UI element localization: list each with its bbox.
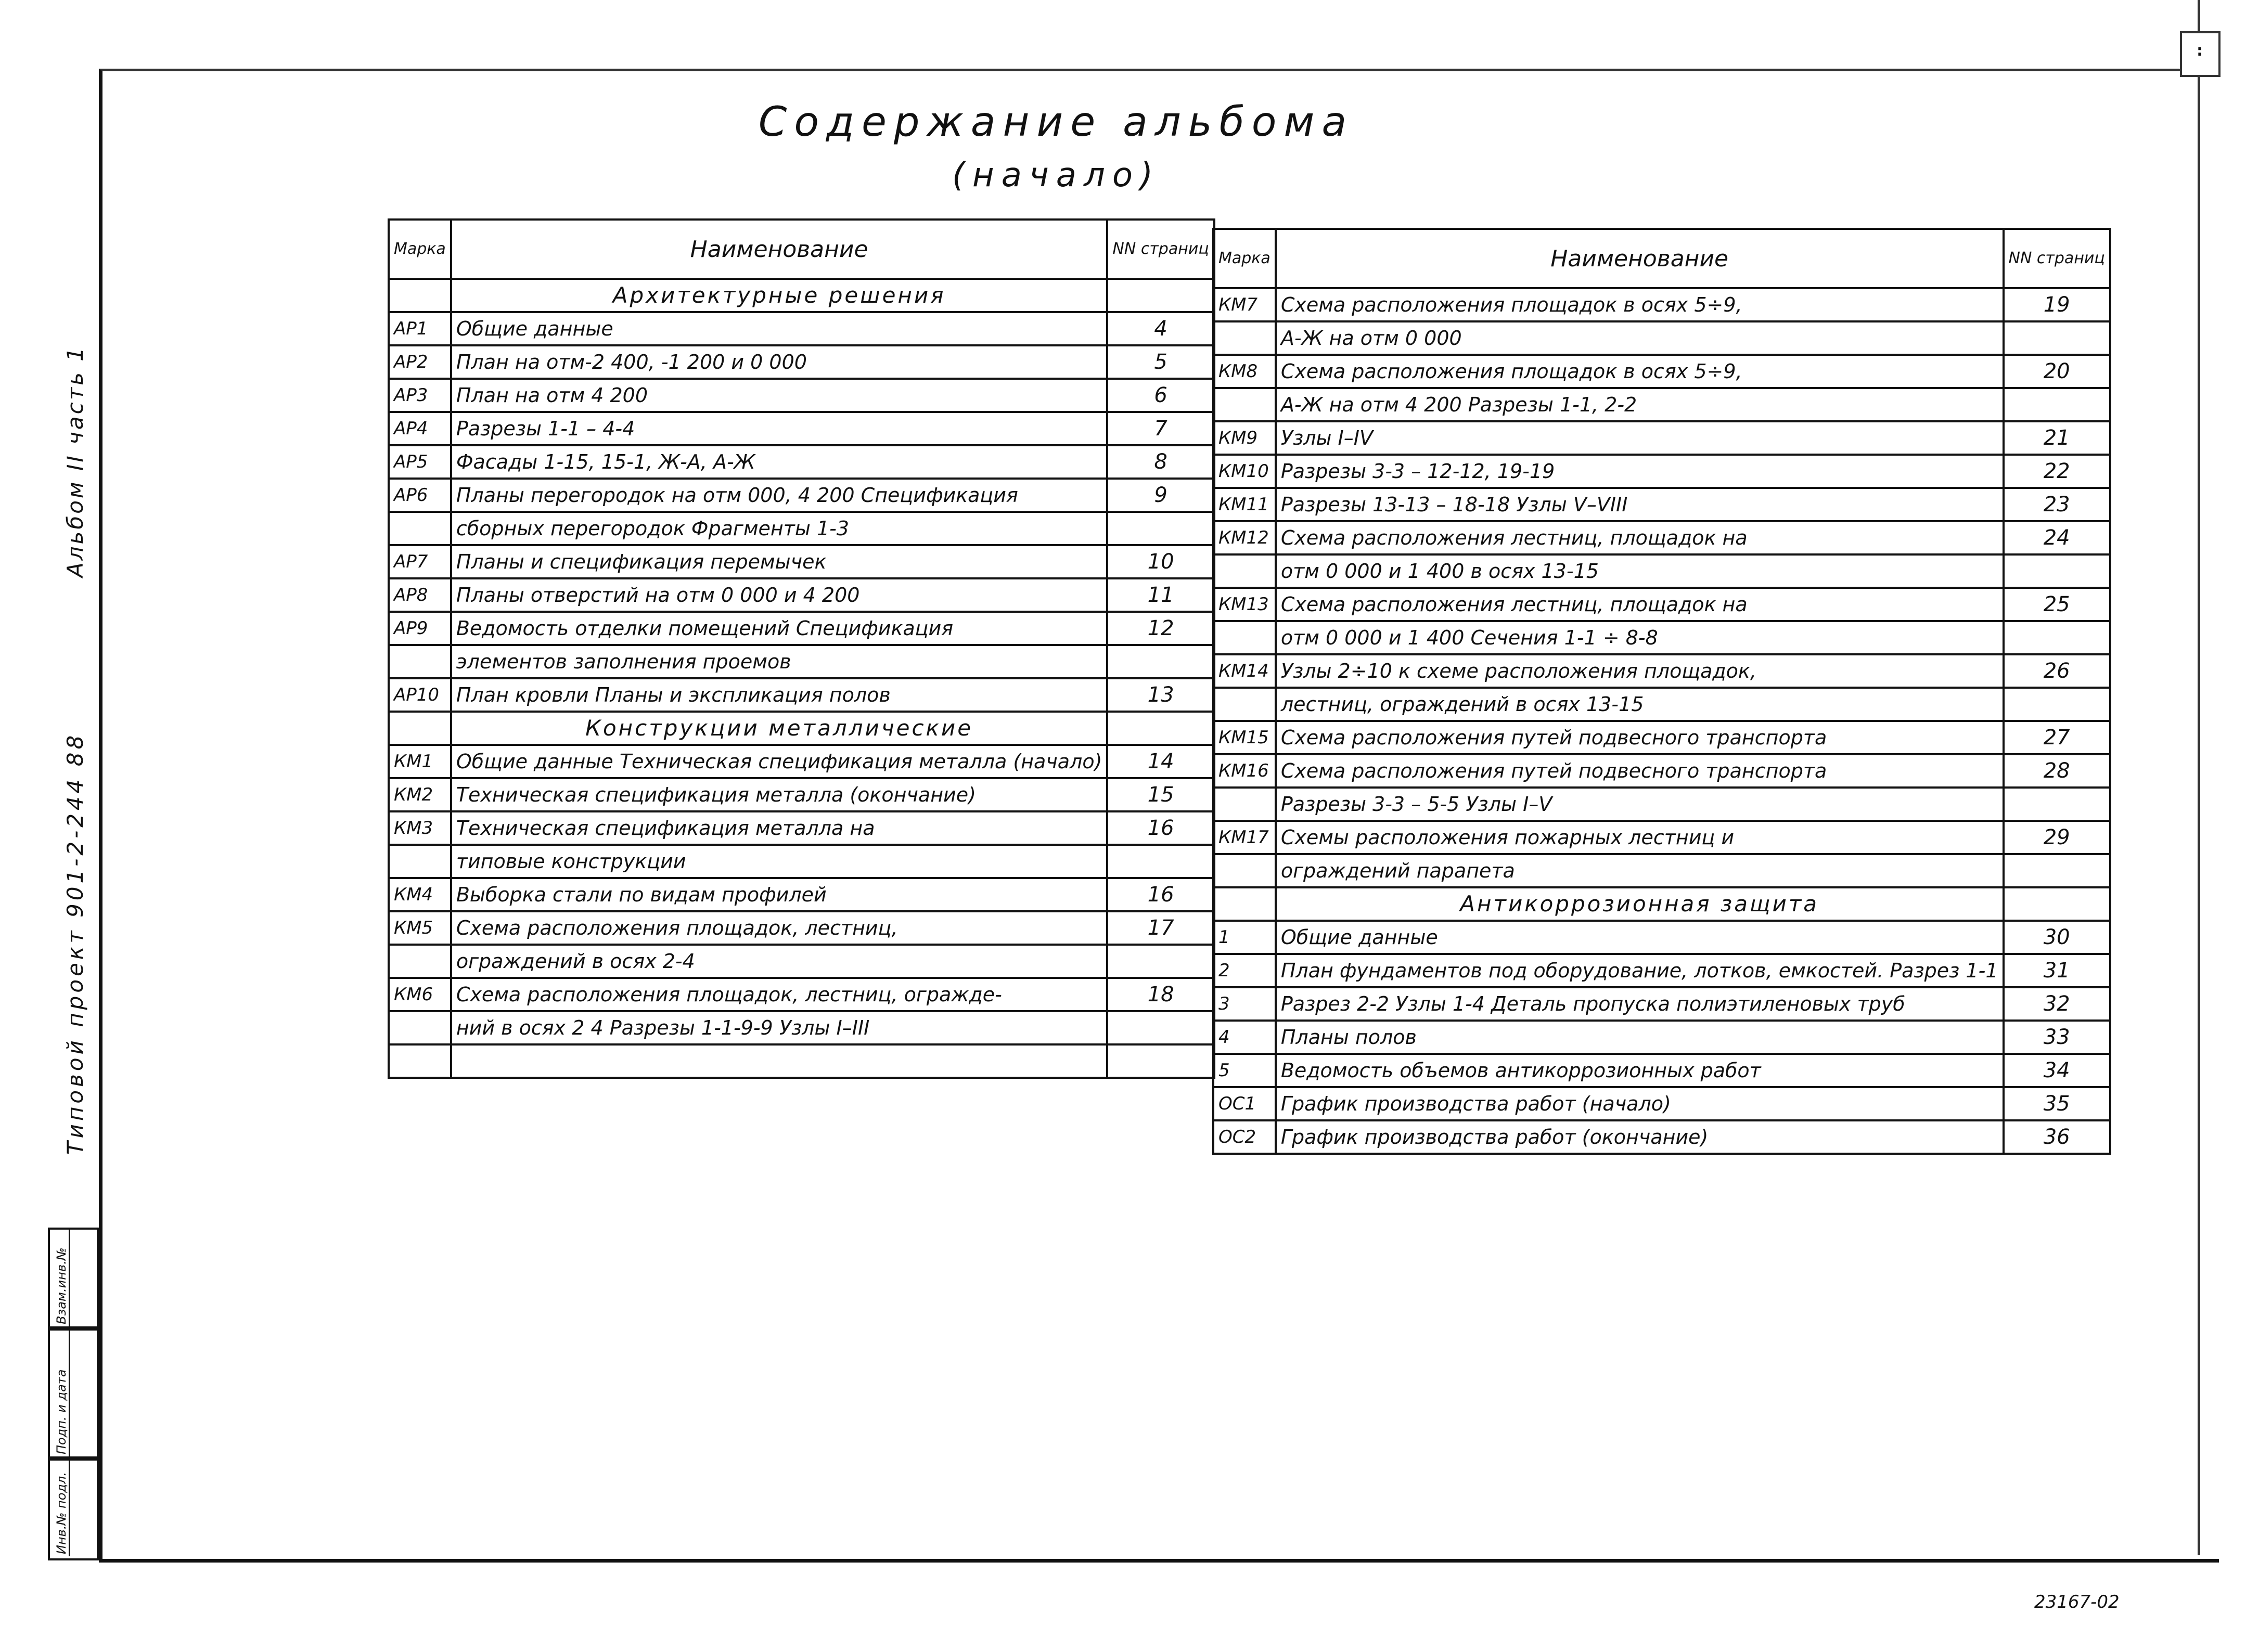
row-mark xyxy=(1213,854,1276,887)
row-page: 30 xyxy=(2004,921,2110,954)
row-name: сборных перегородок Фрагменты 1-3 xyxy=(451,512,1108,545)
row-page xyxy=(2004,788,2110,821)
row-page: 10 xyxy=(1107,545,1214,578)
table-row xyxy=(1213,987,2110,1021)
row-name: Схема расположения путей подвесного транспорта xyxy=(1276,754,2004,788)
row-page xyxy=(1107,512,1214,545)
row-page: 22 xyxy=(2004,455,2110,488)
table-row xyxy=(1213,554,2110,588)
row-name: Ведомость объемов антикоррозионных работ xyxy=(1276,1054,2004,1087)
row-page: 8 xyxy=(1107,445,1214,479)
row-name: Техническая спецификация металла на xyxy=(451,811,1108,845)
row-mark xyxy=(1213,688,1276,721)
row-mark: 2 xyxy=(1213,954,1276,987)
row-name: Схема расположения площадок в осях 5÷9, xyxy=(1276,355,2004,388)
table-row xyxy=(389,512,1214,545)
row-mark: КМ13 xyxy=(1213,588,1276,621)
row-name: элементов заполнения проемов xyxy=(451,645,1108,678)
row-name: Техническая спецификация металла (окончание) xyxy=(451,778,1108,811)
row-page xyxy=(2004,554,2110,588)
table-row xyxy=(389,1011,1214,1044)
table-row xyxy=(1213,921,2110,954)
row-page xyxy=(2004,388,2110,421)
table-row xyxy=(389,712,1214,745)
row-page: 20 xyxy=(2004,355,2110,388)
table-row xyxy=(389,345,1214,379)
row-page: 7 xyxy=(1107,412,1214,445)
row-name: Схема расположения площадок, лестниц, xyxy=(451,911,1108,945)
right-border-line xyxy=(2198,0,2200,1555)
table-row xyxy=(389,911,1214,945)
table-row xyxy=(389,279,1214,312)
row-name: Планы и спецификация перемычек xyxy=(451,545,1108,578)
table-row xyxy=(389,878,1214,911)
row-name: Узлы 2÷10 к схеме расположения площадок, xyxy=(1276,654,2004,688)
stamp-label: Подп. и дата xyxy=(54,1369,69,1454)
section-heading: Конструкции металлические xyxy=(451,712,1108,745)
stamp-cell-inventory xyxy=(48,1456,99,1560)
row-page: 9 xyxy=(1107,479,1214,512)
row-page: 19 xyxy=(2004,288,2110,321)
table-row xyxy=(389,445,1214,479)
stamp-label: Инв.№ подл. xyxy=(54,1472,69,1554)
row-name: Разрезы 1-1 – 4-4 xyxy=(451,412,1108,445)
table-row xyxy=(1213,788,2110,821)
table-row xyxy=(389,578,1214,612)
row-mark: КМ15 xyxy=(1213,721,1276,754)
sheet-code: 23167-02 xyxy=(2034,1592,2120,1612)
row-mark: КМ3 xyxy=(389,811,451,845)
sheet-number-box xyxy=(2180,31,2221,77)
row-page xyxy=(2004,688,2110,721)
table-header-row xyxy=(1213,229,2110,288)
row-mark: ОС1 xyxy=(1213,1087,1276,1120)
row-page xyxy=(2004,854,2110,887)
row-mark: КМ10 xyxy=(1213,455,1276,488)
header-mark: Марка xyxy=(389,220,451,279)
row-mark: КМ6 xyxy=(389,978,451,1011)
row-page: 4 xyxy=(1107,312,1214,345)
table-row xyxy=(1213,521,2110,554)
row-mark xyxy=(1213,388,1276,421)
row-name: План кровли Планы и экспликация полов xyxy=(451,678,1108,712)
row-page: 12 xyxy=(1107,612,1214,645)
row-name: Разрезы 3-3 – 12-12, 19-19 xyxy=(1276,455,2004,488)
row-name: Планы отверстий на отм 0 000 и 4 200 xyxy=(451,578,1108,612)
row-mark: КМ12 xyxy=(1213,521,1276,554)
table-row xyxy=(1213,821,2110,854)
row-mark: 1 xyxy=(1213,921,1276,954)
table-row xyxy=(389,678,1214,712)
stamp-divider xyxy=(69,1228,70,1556)
row-page: 11 xyxy=(1107,578,1214,612)
row-page: 21 xyxy=(2004,421,2110,455)
row-page: 26 xyxy=(2004,654,2110,688)
header-name: Наименование xyxy=(451,220,1108,279)
row-page xyxy=(2004,321,2110,355)
row-page xyxy=(1107,1011,1214,1044)
row-mark: 4 xyxy=(1213,1021,1276,1054)
row-page xyxy=(1107,712,1214,745)
row-name: Схема расположения лестниц, площадок на xyxy=(1276,521,2004,554)
row-mark xyxy=(1213,621,1276,654)
row-name: График производства работ (начало) xyxy=(1276,1087,2004,1120)
row-name: Планы полов xyxy=(1276,1021,2004,1054)
row-page: 28 xyxy=(2004,754,2110,788)
row-page: 6 xyxy=(1107,379,1214,412)
table-row xyxy=(1213,1021,2110,1054)
row-mark xyxy=(389,845,451,878)
table-row xyxy=(1213,588,2110,621)
section-heading: Антикоррозионная защита xyxy=(1276,887,2004,921)
table-row xyxy=(1213,455,2110,488)
stamp-cell-signature xyxy=(48,1326,99,1461)
table-row xyxy=(1213,654,2110,688)
row-mark: КМ4 xyxy=(389,878,451,911)
row-mark xyxy=(1213,554,1276,588)
table-row xyxy=(389,479,1214,512)
contents-table-right xyxy=(1212,228,2111,1155)
row-mark: ОС2 xyxy=(1213,1120,1276,1154)
row-name: Общие данные Техническая спецификация металла (начало) xyxy=(451,745,1108,778)
row-name: Разрезы 13-13 – 18-18 Узлы V–VIII xyxy=(1276,488,2004,521)
row-mark: КМ5 xyxy=(389,911,451,945)
row-name: отм 0 000 и 1 400 Сечения 1-1 ÷ 8-8 xyxy=(1276,621,2004,654)
row-mark: КМ14 xyxy=(1213,654,1276,688)
table-row xyxy=(389,312,1214,345)
row-name: Схема расположения площадок, лестниц, огражде- xyxy=(451,978,1108,1011)
row-name: График производства работ (окончание) xyxy=(1276,1120,2004,1154)
row-mark: АР5 xyxy=(389,445,451,479)
row-name xyxy=(451,1044,1108,1078)
row-name: лестниц, ограждений в осях 13-15 xyxy=(1276,688,2004,721)
row-mark: КМ7 xyxy=(1213,288,1276,321)
row-mark: АР1 xyxy=(389,312,451,345)
row-page: 32 xyxy=(2004,987,2110,1021)
row-mark: КМ9 xyxy=(1213,421,1276,455)
table-row xyxy=(1213,887,2110,921)
row-page: 34 xyxy=(2004,1054,2110,1087)
table-row xyxy=(389,412,1214,445)
table-row xyxy=(389,811,1214,845)
table-row xyxy=(1213,721,2110,754)
table-row xyxy=(1213,1087,2110,1120)
table-row xyxy=(1213,388,2110,421)
row-mark: 3 xyxy=(1213,987,1276,1021)
row-page: 29 xyxy=(2004,821,2110,854)
row-name: А-Ж на отм 0 000 xyxy=(1276,321,2004,355)
row-page: 33 xyxy=(2004,1021,2110,1054)
table-row xyxy=(389,1044,1214,1078)
row-page: 24 xyxy=(2004,521,2110,554)
row-page: 13 xyxy=(1107,678,1214,712)
row-mark: КМ11 xyxy=(1213,488,1276,521)
row-page: 23 xyxy=(2004,488,2110,521)
row-name: Общие данные xyxy=(451,312,1108,345)
table-row xyxy=(389,645,1214,678)
row-page: 25 xyxy=(2004,588,2110,621)
contents-table-left xyxy=(388,218,1215,1079)
row-name: Узлы I–IV xyxy=(1276,421,2004,455)
row-name: План на отм-2 400, -1 200 и 0 000 xyxy=(451,345,1108,379)
section-heading: Архитектурные решения xyxy=(451,279,1108,312)
row-page: 16 xyxy=(1107,811,1214,845)
table-row xyxy=(389,978,1214,1011)
row-mark xyxy=(389,945,451,978)
row-page xyxy=(1107,845,1214,878)
row-name: Схемы расположения пожарных лестниц и xyxy=(1276,821,2004,854)
row-mark: АР6 xyxy=(389,479,451,512)
row-mark: АР7 xyxy=(389,545,451,578)
table-row xyxy=(1213,954,2110,987)
row-page xyxy=(2004,621,2110,654)
row-name: Схема расположения площадок в осях 5÷9, xyxy=(1276,288,2004,321)
row-page xyxy=(2004,887,2110,921)
row-page: 27 xyxy=(2004,721,2110,754)
row-page: 35 xyxy=(2004,1087,2110,1120)
row-mark xyxy=(1213,321,1276,355)
row-page xyxy=(1107,279,1214,312)
row-name: Схема расположения путей подвесного транспорта xyxy=(1276,721,2004,754)
row-name: План на отм 4 200 xyxy=(451,379,1108,412)
stamp-label: Взам.инв.№ xyxy=(54,1247,69,1324)
table-row xyxy=(1213,288,2110,321)
header-name: Наименование xyxy=(1276,229,2004,288)
row-mark: АР10 xyxy=(389,678,451,712)
table-row xyxy=(1213,854,2110,887)
row-mark: КМ17 xyxy=(1213,821,1276,854)
row-page: 16 xyxy=(1107,878,1214,911)
row-page: 18 xyxy=(1107,978,1214,1011)
row-page xyxy=(1107,1044,1214,1078)
row-page: 15 xyxy=(1107,778,1214,811)
row-page: 14 xyxy=(1107,745,1214,778)
row-mark xyxy=(389,1044,451,1078)
table-row xyxy=(389,379,1214,412)
row-name: Выборка стали по видам профилей xyxy=(451,878,1108,911)
row-mark: КМ1 xyxy=(389,745,451,778)
row-mark xyxy=(389,712,451,745)
row-page: 17 xyxy=(1107,911,1214,945)
header-pages: NN страниц xyxy=(2004,229,2110,288)
table-row xyxy=(1213,1120,2110,1154)
side-album-label: Альбом II часть 1 xyxy=(62,345,88,577)
table-body-right xyxy=(1213,288,2110,1154)
row-name: отм 0 000 и 1 400 в осях 13-15 xyxy=(1276,554,2004,588)
table-row xyxy=(389,778,1214,811)
row-mark xyxy=(389,279,451,312)
table-row xyxy=(1213,421,2110,455)
row-name: Схема расположения лестниц, площадок на xyxy=(1276,588,2004,621)
row-mark: АР9 xyxy=(389,612,451,645)
row-mark xyxy=(1213,788,1276,821)
row-name: Ведомость отделки помещений Спецификация xyxy=(451,612,1108,645)
table-row xyxy=(389,845,1214,878)
row-name: Планы перегородок на отм 000, 4 200 Спецификация xyxy=(451,479,1108,512)
table-row xyxy=(1213,688,2110,721)
row-mark: АР2 xyxy=(389,345,451,379)
row-mark: КМ16 xyxy=(1213,754,1276,788)
table-header-row xyxy=(389,220,1214,279)
row-mark xyxy=(389,512,451,545)
row-name: ограждений в осях 2-4 xyxy=(451,945,1108,978)
page-title: Содержание альбома xyxy=(758,99,1354,146)
row-name: Разрезы 3-3 – 5-5 Узлы I–V xyxy=(1276,788,2004,821)
table-row xyxy=(389,612,1214,645)
sheet-number: : xyxy=(2197,42,2203,60)
row-mark: АР4 xyxy=(389,412,451,445)
table-body-left xyxy=(389,279,1214,1078)
row-name: ний в осях 2 4 Разрезы 1-1-9-9 Узлы I–III xyxy=(451,1011,1108,1044)
row-page: 36 xyxy=(2004,1120,2110,1154)
row-mark: КМ2 xyxy=(389,778,451,811)
table-row xyxy=(389,745,1214,778)
table-row xyxy=(1213,754,2110,788)
header-pages: NN страниц xyxy=(1107,220,1214,279)
row-name: Фасады 1-15, 15-1, Ж-А, А-Ж xyxy=(451,445,1108,479)
row-mark: 5 xyxy=(1213,1054,1276,1087)
row-page: 31 xyxy=(2004,954,2110,987)
row-mark xyxy=(389,1011,451,1044)
row-page: 5 xyxy=(1107,345,1214,379)
stamp-cell-replacement xyxy=(48,1228,99,1331)
row-mark: АР3 xyxy=(389,379,451,412)
row-mark: АР8 xyxy=(389,578,451,612)
row-name: Разрез 2-2 Узлы 1-4 Деталь пропуска полиэтиленовых труб xyxy=(1276,987,2004,1021)
table-row xyxy=(389,545,1214,578)
row-name: ограждений парапета xyxy=(1276,854,2004,887)
row-name: План фундаментов под оборудование, лотков, емкостей. Разрез 1-1 xyxy=(1276,954,2004,987)
table-row xyxy=(1213,488,2110,521)
row-mark xyxy=(389,645,451,678)
side-project-label: Типовой проект 901-2-244 88 xyxy=(62,732,88,1155)
row-name: Общие данные xyxy=(1276,921,2004,954)
table-row xyxy=(1213,355,2110,388)
row-page xyxy=(1107,645,1214,678)
row-page xyxy=(1107,945,1214,978)
table-row xyxy=(389,945,1214,978)
page-subtitle: (начало) xyxy=(952,156,1161,195)
header-mark: Марка xyxy=(1213,229,1276,288)
row-name: типовые конструкции xyxy=(451,845,1108,878)
table-row xyxy=(1213,1054,2110,1087)
row-mark xyxy=(1213,887,1276,921)
row-name: А-Ж на отм 4 200 Разрезы 1-1, 2-2 xyxy=(1276,388,2004,421)
table-row xyxy=(1213,321,2110,355)
row-mark: КМ8 xyxy=(1213,355,1276,388)
table-row xyxy=(1213,621,2110,654)
